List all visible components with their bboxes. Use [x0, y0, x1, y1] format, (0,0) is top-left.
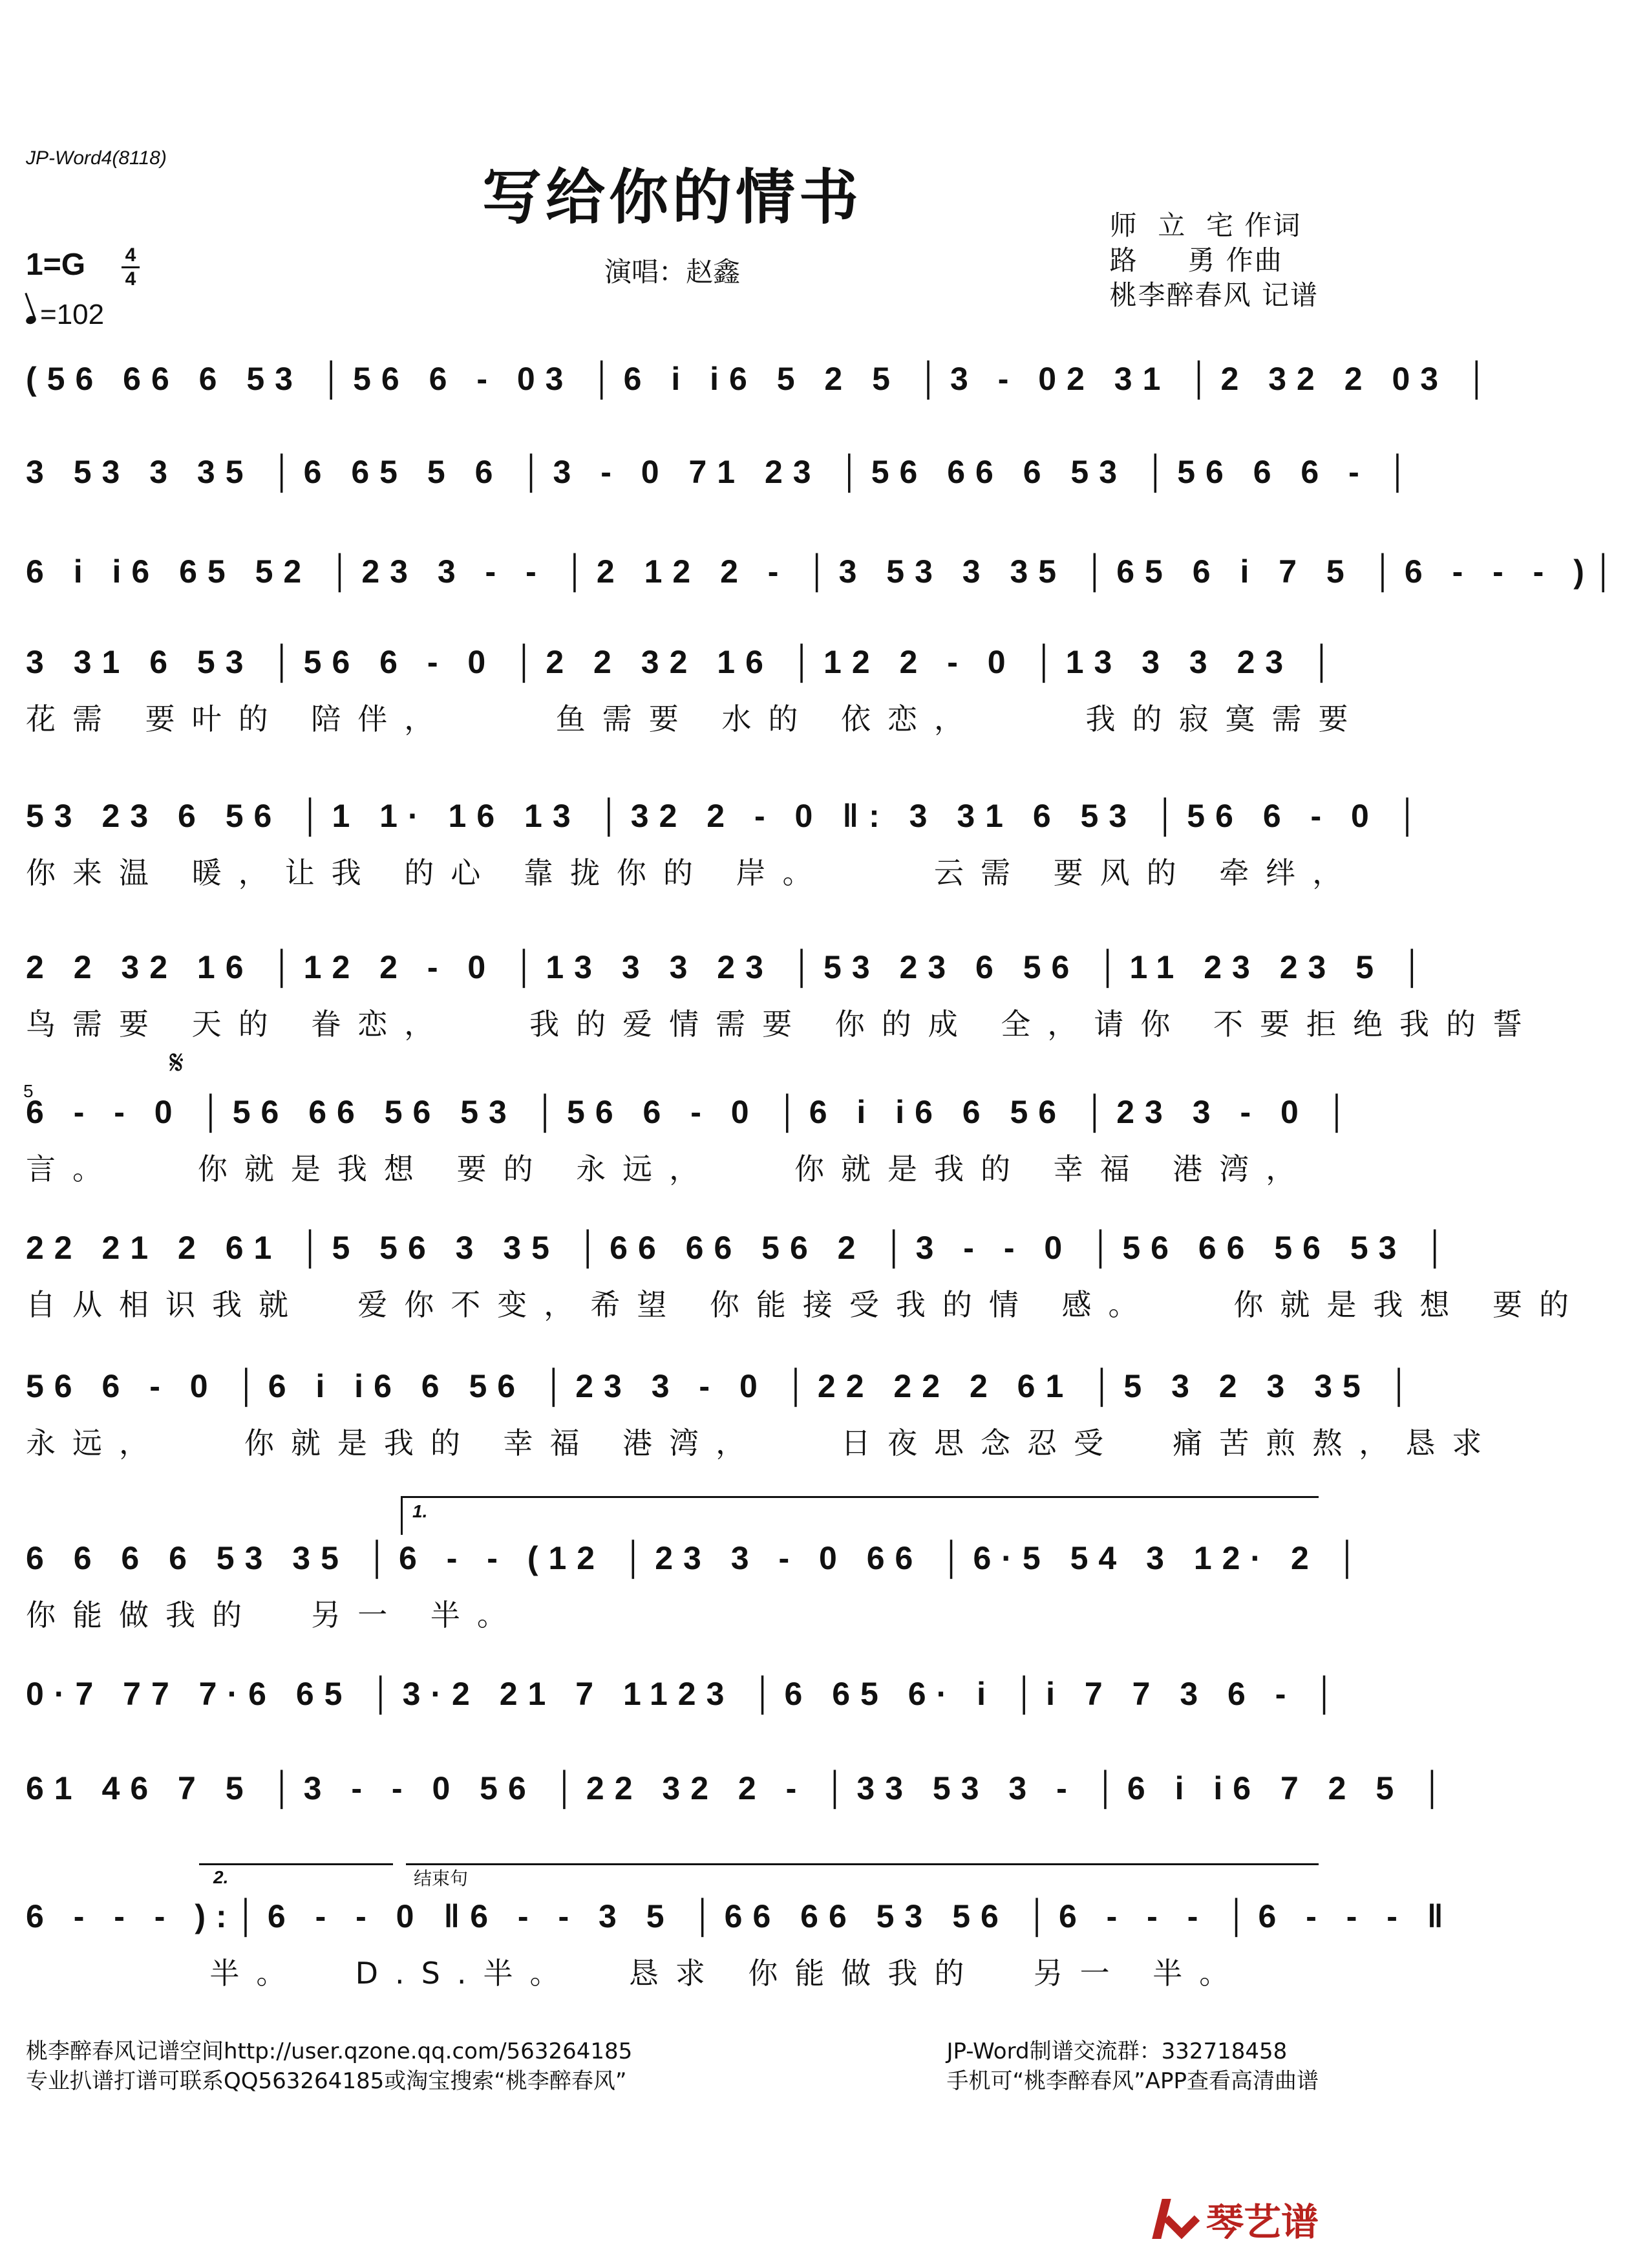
lyric-line: 花需 要叶的 陪伴， 鱼需要 水的 依恋， 我的寂寞需要 — [26, 701, 1365, 736]
tempo-marking — [26, 299, 104, 331]
song-title: 写给你的情书 — [482, 162, 862, 232]
software-label: JP-Word4(8118) — [26, 147, 167, 169]
coda-bracket — [406, 1863, 1319, 1865]
time-top: 4 — [125, 244, 136, 266]
quarter-note-icon — [25, 315, 37, 326]
notation-line: 3 31 6 53 │56 6 - 0 │2 2 32 16 │12 2 - 0 │13 3 3 23 │ — [26, 644, 1344, 680]
footer-app: 手机可“桃李醉春风”APP查看高清曲谱 — [946, 2068, 1319, 2094]
footer-group: JP-Word制谱交流群：332718458 — [946, 2038, 1288, 2064]
volta-2-label: 2. — [213, 1867, 229, 1887]
notation-line: 22 21 2 61 │5 56 3 35 │66 66 56 2 │3 - - 0 │56 66 56 53 │ — [26, 1230, 1457, 1266]
lyric-line: 你能做我的 另一 半。 — [26, 1598, 524, 1632]
lyric-line: 言。 你就是我想 要的 永远， 你就是我的 幸福 港湾， — [26, 1151, 1313, 1186]
volta-2-bracket — [199, 1863, 393, 1865]
notation-line: 56 6 - 0 │6 i i6 6 56 │23 3 - 0 │22 22 2 61 │5 3 2 3 35 │ — [26, 1368, 1421, 1404]
tempo-value: =102 — [40, 299, 105, 330]
logo-icon — [1153, 2196, 1198, 2241]
transcriber-credit: 桃李醉春风 记谱 — [1109, 279, 1319, 311]
credits — [1110, 208, 1319, 313]
notation-line: 3 53 3 35 │6 65 5 6 │3 - 0 71 23 │56 66 6 53 │56 6 6 - │ — [26, 454, 1419, 490]
composer-credit: 路 勇 作曲 — [1109, 244, 1283, 276]
notation-line: 0·7 77 7·6 65 │3·2 21 7 1123 │6 65 6· i │i 7 7 3 6 - │ — [26, 1676, 1346, 1712]
site-logo[interactable] — [1153, 2192, 1319, 2246]
footer-left — [26, 2037, 632, 2096]
notation-line: (56 66 6 53 │56 6 - 03 │6 i i6 5 2 5 │3 - 02 31 │2 32 2 03 │ — [26, 361, 1499, 397]
segno-icon: 𝄋 — [169, 1043, 184, 1082]
volta-1-bracket — [401, 1496, 1319, 1498]
key-signature: 1=G — [26, 248, 86, 282]
notation-line: 53 23 6 56 │1 1· 16 13 │32 2 - 0 ‖: 3 31 6 53 │56 6 - 0 │ — [26, 798, 1430, 834]
notation-line: 6 i i6 65 52 │23 3 - - │2 12 2 - │3 53 3 35 │65 6 i 7 5 │6 - - - )│ — [26, 553, 1625, 590]
footer-qzone-link[interactable]: 桃李醉春风记谱空间http://user.qzone.qq.com/563264185 — [26, 2038, 633, 2064]
volta-1-bracket-edge — [401, 1496, 403, 1535]
lyric-line: 半。 D.S.半。 恳求 你能做我的 另一 半。 — [26, 1956, 1246, 1991]
lyricist-credit: 师 立 宅 作词 — [1109, 209, 1302, 241]
lyric-line: 鸟需要 天的 眷恋， 我的爱情需要 你的成 全，请你 不要拒绝我的誓 — [26, 1007, 1539, 1042]
volta-1-label: 1. — [412, 1501, 428, 1521]
notation-line: 6 6 6 6 53 35 │6 - - (12 │23 3 - 0 66 │6·5 54 3 12· 2 │ — [26, 1540, 1369, 1576]
lyric-line: 永远， 你就是我的 幸福 港湾， 日夜思念忍受 痛苦煎熬，恳求 — [26, 1426, 1499, 1460]
notation-line: 61 46 7 5 │3 - - 0 56 │22 32 2 - │33 53 3 - │6 i i6 7 2 5 │ — [26, 1770, 1454, 1806]
grace-note-5: 5 — [23, 1081, 34, 1101]
singer-label: 演唱：赵鑫 — [604, 256, 740, 288]
coda-label: 结束句 — [414, 1868, 469, 1888]
notation-line: 6 - - - ):│6 - - 0 ‖6 - - 3 5 │66 66 53 56 │6 - - - │6 - - - ‖ — [26, 1898, 1454, 1934]
lyric-line: 你来温 暖，让我 的心 靠拢你的 岸。 云需 要风的 牵绊， — [26, 855, 1359, 890]
footer-right — [947, 2037, 1319, 2096]
lyric-line: 自从相识我就 爱你不变，希望 你能接受我的情 感。 你就是我想 要的 — [26, 1287, 1586, 1322]
footer-contact: 专业扒谱打谱可联系QQ563264185或淘宝搜索“桃李醉春风” — [26, 2068, 627, 2094]
time-bottom: 4 — [125, 268, 136, 290]
notation-line: 6 - - 0 │56 66 56 53 │56 6 - 0 │6 i i6 6 56 │23 3 - 0 │ — [26, 1094, 1359, 1130]
logo-text: 琴艺谱 — [1205, 2200, 1319, 2244]
notation-line: 2 2 32 16 │12 2 - 0 │13 3 3 23 │53 23 6 56 │11 23 23 5 │ — [26, 949, 1434, 985]
